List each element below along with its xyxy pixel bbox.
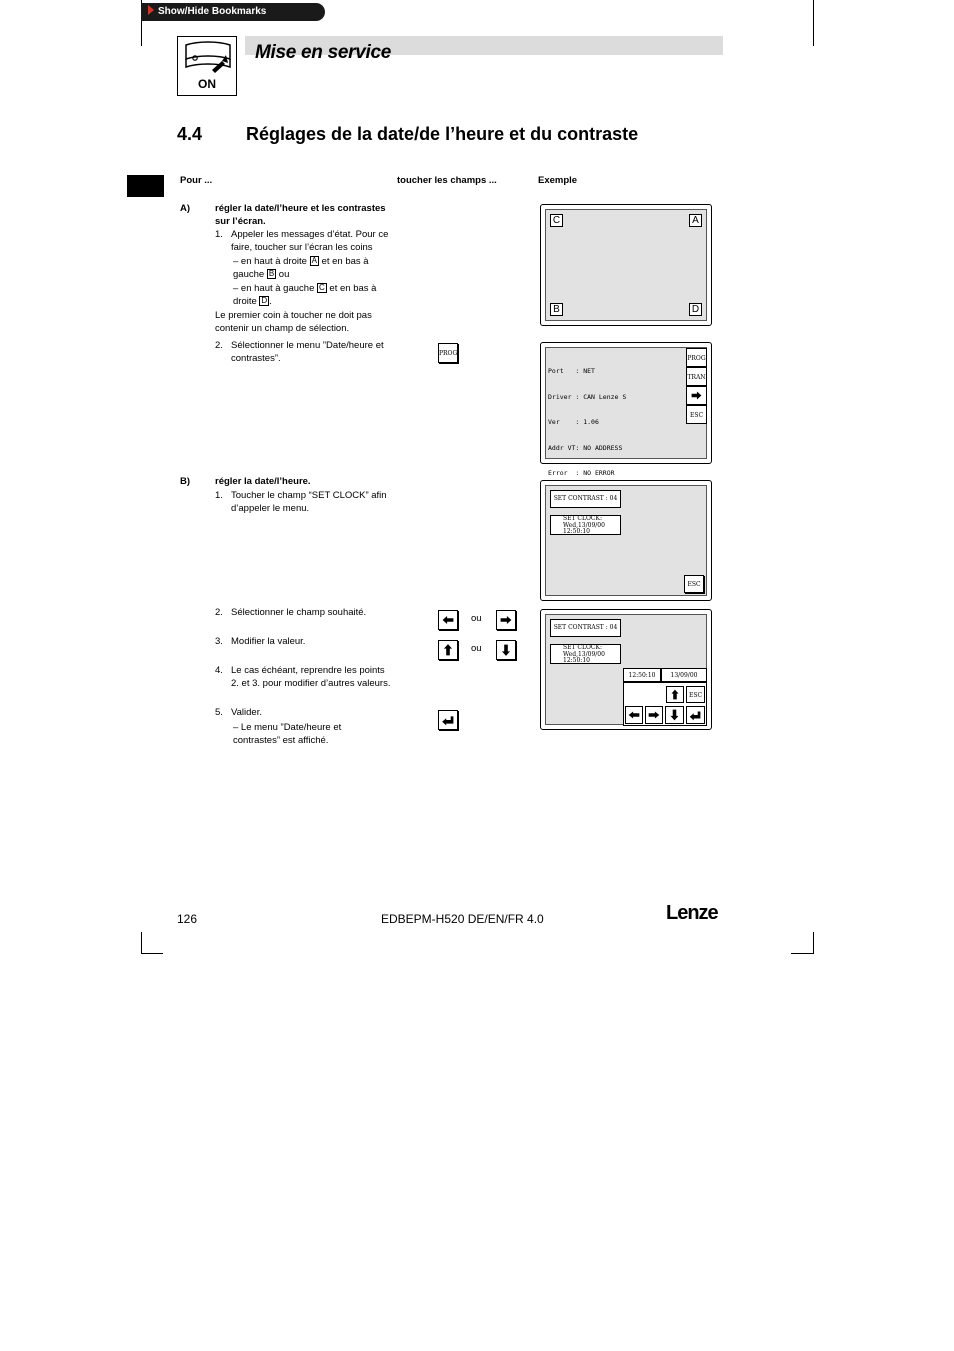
status-line: Driver : CAN Lenze S (548, 392, 627, 401)
keypad-left-button[interactable] (625, 706, 643, 724)
triangle-right-icon (148, 5, 154, 15)
arrow-left-icon (439, 611, 457, 629)
chapter-title: Mise en service (255, 42, 391, 63)
dash2-post: . (269, 295, 272, 307)
set-clock-field[interactable] (550, 515, 621, 535)
crop-mark (141, 953, 163, 954)
enter-icon (687, 707, 704, 723)
step-b-item3-text: Modifier la valeur. (231, 636, 306, 647)
dash1-post: ou (278, 268, 290, 280)
corner-key-a: A (311, 256, 317, 265)
crop-mark (141, 932, 142, 954)
step-b-item4-text: Le cas échéant, reprendre les points 2. et 3. pour modifier d’autres valeurs. (231, 665, 391, 689)
corner-b[interactable]: B (550, 303, 563, 316)
dash1-mid: et en bas à gauche (233, 256, 369, 280)
set-contrast-field[interactable]: SET CONTRAST : 04 (550, 490, 621, 508)
step-b-heading: régler la date/l’heure. (215, 476, 311, 487)
step-b-letter: B) (180, 476, 191, 487)
set-contrast-field[interactable]: SET CONTRAST : 04 (550, 619, 621, 637)
crop-mark (791, 953, 814, 954)
column-header-exemple: Exemple (538, 175, 578, 186)
on-switch-icon (177, 36, 237, 96)
corner-c[interactable]: C (550, 214, 563, 227)
next-button[interactable] (686, 386, 707, 405)
step-a-item1-text: Appeler les messages d’état. Pour ce faire, toucher sur l’écran les coins (231, 229, 389, 253)
screen-display (545, 485, 707, 596)
step-b-item3-num: 3. (215, 636, 223, 647)
arrow-right-icon (497, 611, 515, 629)
section-number: 4.4 (177, 124, 203, 144)
status-line: Error : NO ERROR (548, 469, 615, 477)
step-b-item5-num: 5. (215, 707, 223, 718)
clock-label: SET CLOCK: (563, 644, 602, 651)
column-header-toucher: toucher les champs ... (397, 175, 497, 186)
arrow-down-icon (497, 641, 515, 659)
column-header-pour: Pour ... (180, 175, 213, 186)
or-label-1: ou (471, 613, 482, 624)
step-a-item2-num: 2. (215, 340, 223, 351)
status-lines (548, 350, 626, 495)
step-a-dash2 (233, 283, 383, 308)
arrow-left-touch-button[interactable] (438, 610, 458, 630)
screen-display (545, 614, 707, 725)
step-a-note: Le premier coin à toucher ne doit pas contenir un champ de sélection. (215, 310, 372, 334)
dash2-pre: – en haut à gauche (233, 283, 315, 294)
step-b-item5-text: Valider. (231, 707, 262, 718)
arrow-up-touch-button[interactable] (438, 640, 458, 660)
step-a-heading: régler la date/l’heure et les contrastes sur l’écran. (215, 203, 386, 227)
step-b-item4-num: 4. (215, 665, 223, 676)
crop-mark (813, 932, 814, 954)
enter-touch-button[interactable] (438, 710, 458, 730)
arrow-down-touch-button[interactable] (496, 640, 516, 660)
keypad-right-button[interactable] (645, 706, 663, 724)
on-label: ON (198, 77, 216, 91)
keypad-enter-button[interactable] (686, 706, 705, 724)
arrow-right-touch-button[interactable] (496, 610, 516, 630)
step-a-dash1 (233, 256, 383, 281)
clock-date: Wed,13/09/00 (563, 521, 605, 529)
corner-d[interactable]: D (689, 303, 702, 316)
screen-display (545, 347, 707, 477)
keypad-down-button[interactable] (665, 706, 684, 724)
step-b-item1-text: Toucher le champ “SET CLOCK” afin d’appeler le menu. (231, 490, 387, 514)
status-line: Port : NET (548, 367, 595, 375)
step-a-item2-text: Sélectionner le menu ”Date/heure et contrastes”. (231, 340, 384, 364)
dash1-pre: – en haut à droite (233, 256, 307, 267)
status-line: Addr VT: NO ADDRESS (548, 443, 623, 452)
lenze-logo: Lenze (666, 902, 718, 924)
arrow-up-icon (439, 641, 457, 659)
screen-display (545, 209, 707, 321)
corner-key-c: C (319, 283, 325, 292)
set-clock-field[interactable] (550, 644, 621, 664)
step-b-item2-text: Sélectionner le champ souhaité. (231, 607, 367, 618)
arrow-up-icon (667, 687, 683, 702)
corner-a[interactable]: A (689, 214, 702, 227)
example-screen-contrast-clock (540, 480, 712, 601)
clock-label: SET CLOCK: (563, 515, 602, 522)
step-b-item5-dash: – Le menu ”Date/heure et contrastes” est affiché. (233, 722, 342, 746)
document-id: EDBEPM-H520 DE/EN/FR 4.0 (381, 912, 544, 926)
arrow-down-icon (666, 707, 683, 723)
step-b-item1-num: 1. (215, 490, 223, 501)
date-field[interactable]: 13/09/00 (661, 668, 707, 682)
corner-key-b: B (268, 268, 275, 278)
keypad-up-button[interactable] (666, 686, 684, 703)
step-a-item1-num: 1. (215, 229, 223, 240)
example-screen-clock-editor (540, 609, 712, 730)
or-label-2: ou (471, 643, 482, 654)
corner-key-d: D (261, 295, 268, 305)
chapter-tab-marker (127, 175, 164, 197)
bookmarks-label: Show/Hide Bookmarks (158, 6, 267, 17)
esc-button[interactable]: ESC (684, 575, 704, 593)
clock-time: 12:50:10 (563, 528, 590, 535)
prog-button[interactable]: PROG (686, 348, 707, 367)
example-screen-status (540, 342, 712, 477)
keypad-esc-button[interactable]: ESC (686, 686, 705, 703)
status-line: Ver : 1.06 (548, 418, 599, 426)
arrow-right-icon (687, 387, 706, 404)
clock-date: Wed,13/09/00 (563, 650, 605, 658)
step-a-letter: A) (180, 203, 191, 214)
arrow-left-icon (626, 707, 642, 723)
crop-mark (813, 0, 814, 46)
step-b-item2-num: 2. (215, 607, 223, 618)
example-screen-corners (540, 204, 712, 326)
page-number: 126 (177, 912, 198, 926)
section-title: Réglages de la date/de l’heure et du contraste (246, 124, 639, 144)
time-field[interactable]: 12:50:10 (623, 668, 661, 682)
arrow-right-icon (646, 707, 662, 723)
show-hide-bookmarks-button[interactable] (141, 3, 325, 21)
dash2-mid: et en bas à droite (233, 283, 377, 307)
enter-icon (439, 711, 457, 729)
tran-button[interactable]: TRAN (686, 367, 707, 386)
esc-button[interactable]: ESC (686, 405, 707, 424)
clock-time: 12:50:10 (563, 657, 590, 664)
prog-touch-button[interactable]: PROG (438, 343, 458, 363)
